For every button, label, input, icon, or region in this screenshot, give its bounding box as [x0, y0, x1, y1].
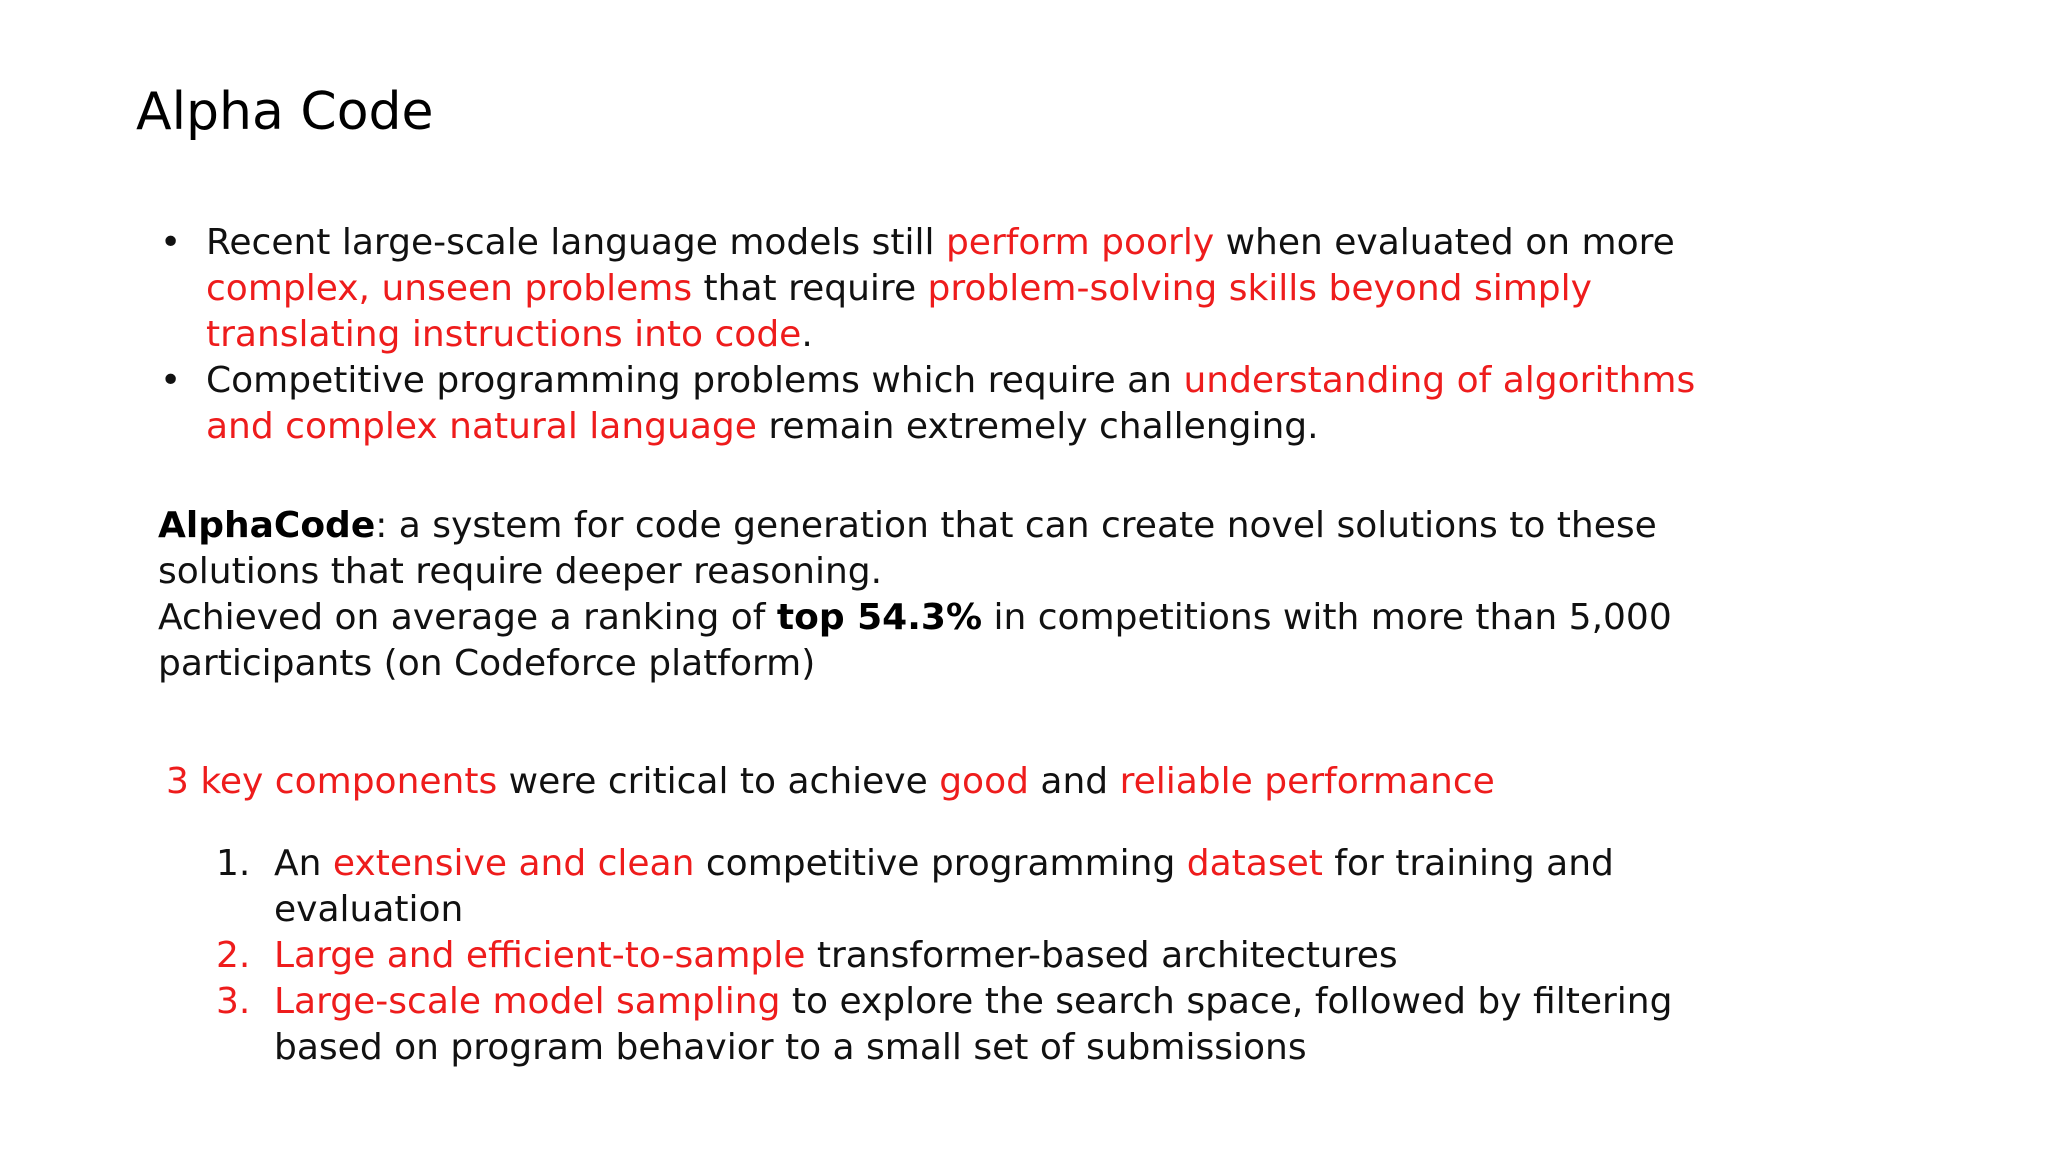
- item-text: transformer-based architectures: [805, 935, 1398, 976]
- item-number: 3.: [216, 981, 251, 1022]
- heading-text: and: [1028, 761, 1120, 802]
- highlight-text: 3 key components: [166, 761, 498, 802]
- key-components-heading: [166, 759, 1726, 805]
- bullet-text: Competitive programming problems which require an: [206, 360, 1184, 401]
- bullet-text: that require: [692, 268, 928, 309]
- achievement-text: Achieved on average a ranking of: [158, 597, 777, 638]
- highlight-text: problem-solving skills beyond simply translating instructions into code: [206, 268, 1592, 355]
- bullet-marker: •: [160, 222, 182, 263]
- component-item: [216, 979, 1716, 1071]
- component-item: [216, 933, 1716, 979]
- ranking-value: top 54.3%: [776, 597, 983, 638]
- bullet-item: [160, 358, 1720, 450]
- highlight-text: understanding of algorithms and complex natural language: [206, 360, 1696, 447]
- item-text: An: [274, 843, 333, 884]
- alphacode-desc: : a system for code generation that can create novel solutions to these solutions that require deeper reasoning.: [158, 505, 1657, 592]
- alphacode-name: AlphaCode: [158, 505, 376, 546]
- bullet-marker: •: [160, 360, 182, 401]
- alphacode-achievement: [158, 595, 1718, 687]
- alphacode-summary: [158, 503, 1718, 687]
- bullet-text: .: [801, 314, 813, 355]
- highlight-text: dataset: [1186, 843, 1323, 884]
- bullet-text: when evaluated on more: [1214, 222, 1675, 263]
- bullet-list: [160, 220, 1720, 450]
- item-text: to explore the search space, followed by filtering based on program behavior to a small set of submissions: [274, 981, 1673, 1068]
- highlight-text: Large-scale model sampling: [274, 981, 781, 1022]
- bullet-item: [160, 220, 1720, 358]
- item-number: 2.: [216, 935, 251, 976]
- heading-text: were critical to achieve: [497, 761, 940, 802]
- achievement-text: in competitions with more than 5,000 participants (on Codeforce platform): [158, 597, 1672, 684]
- highlight-text: reliable performance: [1119, 761, 1495, 802]
- item-text: for training and evaluation: [274, 843, 1614, 930]
- component-item: [216, 841, 1716, 933]
- item-number: 1.: [216, 843, 251, 884]
- bullet-text: remain extremely challenging.: [756, 406, 1319, 447]
- components-list: [216, 841, 1716, 1071]
- slide-title: Alpha Code: [136, 82, 434, 142]
- highlight-text: extensive and clean: [332, 843, 695, 884]
- item-text: competitive programming: [694, 843, 1187, 884]
- highlight-text: perform poorly: [945, 222, 1215, 263]
- highlight-text: complex, unseen problems: [206, 268, 693, 309]
- alphacode-definition: [158, 503, 1718, 595]
- highlight-text: good: [939, 761, 1029, 802]
- highlight-text: Large and efficient-to-sample: [274, 935, 806, 976]
- bullet-text: Recent large-scale language models still: [206, 222, 946, 263]
